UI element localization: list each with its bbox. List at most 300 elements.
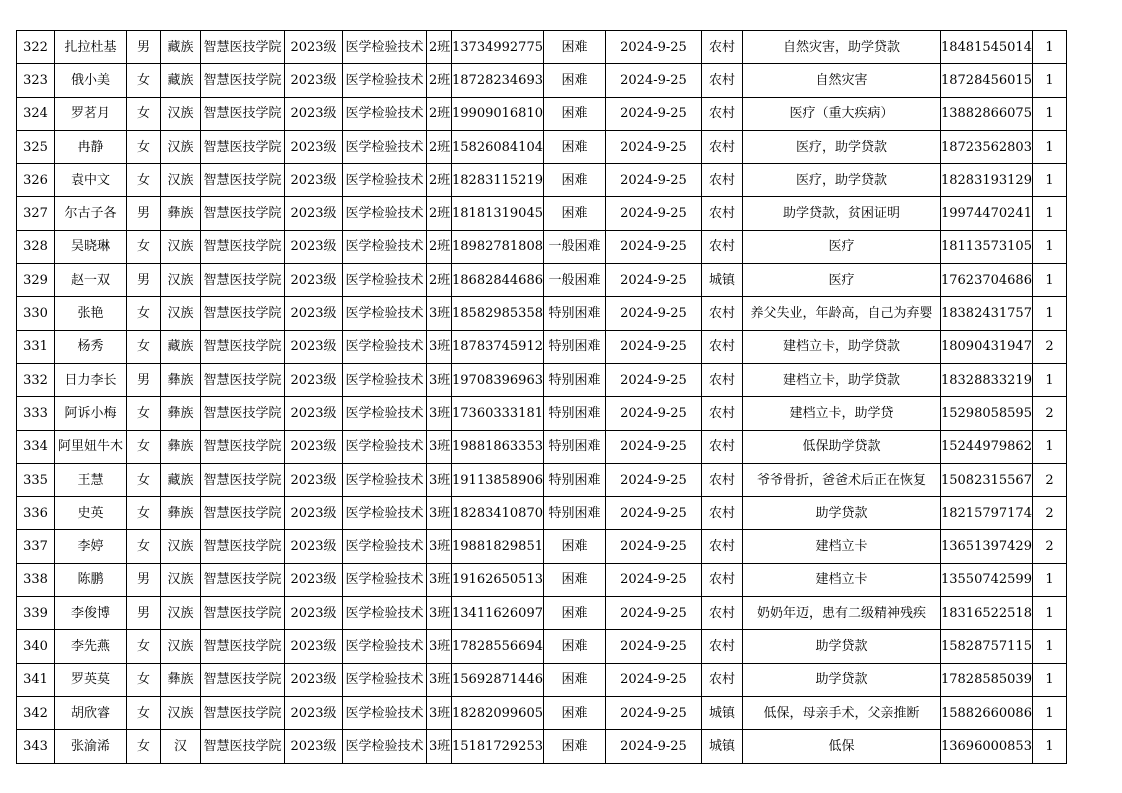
table-row bbox=[17, 530, 1067, 563]
major-cell: 医学检验技术 bbox=[343, 363, 427, 396]
date-cell: 2024-9-25 bbox=[605, 330, 701, 363]
gender-cell: 女 bbox=[127, 497, 161, 530]
difficulty-level-cell: 特别困难 bbox=[543, 497, 605, 530]
phone-cell: 18728234693 bbox=[452, 64, 544, 97]
phone-cell: 13734992775 bbox=[452, 31, 544, 64]
gender-cell: 女 bbox=[127, 397, 161, 430]
row-number-cell: 328 bbox=[17, 230, 55, 263]
reason-cell: 建档立卡 bbox=[742, 530, 940, 563]
college-cell: 智慧医技学院 bbox=[201, 463, 285, 496]
difficulty-level-cell: 特别困难 bbox=[543, 330, 605, 363]
difficulty-level-cell: 困难 bbox=[543, 197, 605, 230]
count-cell: 1 bbox=[1032, 31, 1066, 64]
residence-cell: 城镇 bbox=[701, 264, 742, 297]
gender-cell: 女 bbox=[127, 64, 161, 97]
grade-cell: 2023级 bbox=[285, 730, 343, 763]
date-cell: 2024-9-25 bbox=[605, 696, 701, 729]
contact-phone-cell: 17828585039 bbox=[940, 663, 1032, 696]
date-cell: 2024-9-25 bbox=[605, 397, 701, 430]
gender-cell: 男 bbox=[127, 363, 161, 396]
contact-phone-cell: 18728456015 bbox=[940, 64, 1032, 97]
grade-cell: 2023级 bbox=[285, 397, 343, 430]
student-name-cell: 杨秀 bbox=[55, 330, 127, 363]
phone-cell: 19708396963 bbox=[452, 363, 544, 396]
reason-cell: 建档立卡 bbox=[742, 563, 940, 596]
phone-cell: 15692871446 bbox=[452, 663, 544, 696]
residence-cell: 农村 bbox=[701, 130, 742, 163]
class-cell: 2班 bbox=[427, 31, 452, 64]
table-row bbox=[17, 130, 1067, 163]
grade-cell: 2023级 bbox=[285, 597, 343, 630]
phone-cell: 18283410870 bbox=[452, 497, 544, 530]
table-row bbox=[17, 563, 1067, 596]
date-cell: 2024-9-25 bbox=[605, 663, 701, 696]
date-cell: 2024-9-25 bbox=[605, 563, 701, 596]
table-row bbox=[17, 696, 1067, 729]
college-cell: 智慧医技学院 bbox=[201, 130, 285, 163]
table-row bbox=[17, 330, 1067, 363]
date-cell: 2024-9-25 bbox=[605, 97, 701, 130]
contact-phone-cell: 18283193129 bbox=[940, 164, 1032, 197]
ethnicity-cell: 汉族 bbox=[161, 563, 201, 596]
reason-cell: 低保助学贷款 bbox=[742, 430, 940, 463]
contact-phone-cell: 18723562803 bbox=[940, 130, 1032, 163]
row-number-cell: 333 bbox=[17, 397, 55, 430]
difficulty-level-cell: 困难 bbox=[543, 530, 605, 563]
major-cell: 医学检验技术 bbox=[343, 130, 427, 163]
major-cell: 医学检验技术 bbox=[343, 197, 427, 230]
gender-cell: 女 bbox=[127, 663, 161, 696]
gender-cell: 女 bbox=[127, 696, 161, 729]
student-name-cell: 冉静 bbox=[55, 130, 127, 163]
grade-cell: 2023级 bbox=[285, 97, 343, 130]
college-cell: 智慧医技学院 bbox=[201, 630, 285, 663]
row-number-cell: 339 bbox=[17, 597, 55, 630]
major-cell: 医学检验技术 bbox=[343, 264, 427, 297]
gender-cell: 女 bbox=[127, 97, 161, 130]
phone-cell: 18181319045 bbox=[452, 197, 544, 230]
row-number-cell: 329 bbox=[17, 264, 55, 297]
class-cell: 2班 bbox=[427, 164, 452, 197]
difficulty-level-cell: 困难 bbox=[543, 64, 605, 97]
contact-phone-cell: 15882660086 bbox=[940, 696, 1032, 729]
college-cell: 智慧医技学院 bbox=[201, 597, 285, 630]
count-cell: 1 bbox=[1032, 663, 1066, 696]
reason-cell: 爷爷骨折，爸爸术后正在恢复 bbox=[742, 463, 940, 496]
student-name-cell: 史英 bbox=[55, 497, 127, 530]
major-cell: 医学检验技术 bbox=[343, 563, 427, 596]
row-number-cell: 324 bbox=[17, 97, 55, 130]
table-row bbox=[17, 463, 1067, 496]
college-cell: 智慧医技学院 bbox=[201, 530, 285, 563]
major-cell: 医学检验技术 bbox=[343, 597, 427, 630]
grade-cell: 2023级 bbox=[285, 430, 343, 463]
difficulty-level-cell: 一般困难 bbox=[543, 230, 605, 263]
phone-cell: 17360333181 bbox=[452, 397, 544, 430]
count-cell: 1 bbox=[1032, 230, 1066, 263]
table-row bbox=[17, 164, 1067, 197]
grade-cell: 2023级 bbox=[285, 31, 343, 64]
reason-cell: 医疗（重大疾病） bbox=[742, 97, 940, 130]
reason-cell: 养父失业，年龄高，自己为弃婴 bbox=[742, 297, 940, 330]
reason-cell: 自然灾害，助学贷款 bbox=[742, 31, 940, 64]
reason-cell: 奶奶年迈，患有二级精神残疾 bbox=[742, 597, 940, 630]
row-number-cell: 323 bbox=[17, 64, 55, 97]
residence-cell: 城镇 bbox=[701, 730, 742, 763]
reason-cell: 低保，母亲手术，父亲推断 bbox=[742, 696, 940, 729]
college-cell: 智慧医技学院 bbox=[201, 696, 285, 729]
residence-cell: 农村 bbox=[701, 563, 742, 596]
grade-cell: 2023级 bbox=[285, 630, 343, 663]
contact-phone-cell: 13882866075 bbox=[940, 97, 1032, 130]
table-row bbox=[17, 64, 1067, 97]
difficulty-level-cell: 困难 bbox=[543, 730, 605, 763]
student-table bbox=[16, 30, 1067, 764]
college-cell: 智慧医技学院 bbox=[201, 330, 285, 363]
difficulty-level-cell: 特别困难 bbox=[543, 363, 605, 396]
student-name-cell: 罗英莫 bbox=[55, 663, 127, 696]
gender-cell: 男 bbox=[127, 563, 161, 596]
table-row bbox=[17, 730, 1067, 763]
count-cell: 2 bbox=[1032, 330, 1066, 363]
reason-cell: 建档立卡，助学贷 bbox=[742, 397, 940, 430]
college-cell: 智慧医技学院 bbox=[201, 430, 285, 463]
count-cell: 1 bbox=[1032, 563, 1066, 596]
student-name-cell: 日力李长 bbox=[55, 363, 127, 396]
table-row bbox=[17, 297, 1067, 330]
college-cell: 智慧医技学院 bbox=[201, 31, 285, 64]
gender-cell: 女 bbox=[127, 463, 161, 496]
count-cell: 1 bbox=[1032, 64, 1066, 97]
grade-cell: 2023级 bbox=[285, 164, 343, 197]
grade-cell: 2023级 bbox=[285, 297, 343, 330]
count-cell: 1 bbox=[1032, 597, 1066, 630]
gender-cell: 男 bbox=[127, 197, 161, 230]
reason-cell: 建档立卡，助学贷款 bbox=[742, 363, 940, 396]
ethnicity-cell: 彝族 bbox=[161, 497, 201, 530]
count-cell: 1 bbox=[1032, 630, 1066, 663]
contact-phone-cell: 18316522518 bbox=[940, 597, 1032, 630]
row-number-cell: 331 bbox=[17, 330, 55, 363]
table-row bbox=[17, 264, 1067, 297]
gender-cell: 女 bbox=[127, 630, 161, 663]
residence-cell: 农村 bbox=[701, 64, 742, 97]
date-cell: 2024-9-25 bbox=[605, 530, 701, 563]
count-cell: 1 bbox=[1032, 730, 1066, 763]
gender-cell: 女 bbox=[127, 164, 161, 197]
grade-cell: 2023级 bbox=[285, 330, 343, 363]
student-name-cell: 李婷 bbox=[55, 530, 127, 563]
contact-phone-cell: 15828757115 bbox=[940, 630, 1032, 663]
ethnicity-cell: 藏族 bbox=[161, 31, 201, 64]
difficulty-level-cell: 困难 bbox=[543, 130, 605, 163]
student-name-cell: 俄小美 bbox=[55, 64, 127, 97]
ethnicity-cell: 彝族 bbox=[161, 663, 201, 696]
row-number-cell: 322 bbox=[17, 31, 55, 64]
class-cell: 3班 bbox=[427, 463, 452, 496]
table-row bbox=[17, 663, 1067, 696]
difficulty-level-cell: 一般困难 bbox=[543, 264, 605, 297]
row-number-cell: 338 bbox=[17, 563, 55, 596]
residence-cell: 农村 bbox=[701, 31, 742, 64]
student-name-cell: 吴晓琳 bbox=[55, 230, 127, 263]
gender-cell: 女 bbox=[127, 297, 161, 330]
ethnicity-cell: 彝族 bbox=[161, 363, 201, 396]
grade-cell: 2023级 bbox=[285, 530, 343, 563]
phone-cell: 19881863353 bbox=[452, 430, 544, 463]
grade-cell: 2023级 bbox=[285, 64, 343, 97]
grade-cell: 2023级 bbox=[285, 563, 343, 596]
college-cell: 智慧医技学院 bbox=[201, 264, 285, 297]
reason-cell: 医疗 bbox=[742, 264, 940, 297]
gender-cell: 女 bbox=[127, 730, 161, 763]
ethnicity-cell: 彝族 bbox=[161, 197, 201, 230]
grade-cell: 2023级 bbox=[285, 463, 343, 496]
ethnicity-cell: 汉族 bbox=[161, 164, 201, 197]
student-name-cell: 李先燕 bbox=[55, 630, 127, 663]
count-cell: 1 bbox=[1032, 297, 1066, 330]
count-cell: 1 bbox=[1032, 197, 1066, 230]
date-cell: 2024-9-25 bbox=[605, 197, 701, 230]
student-name-cell: 陈鹏 bbox=[55, 563, 127, 596]
phone-cell: 18783745912 bbox=[452, 330, 544, 363]
class-cell: 3班 bbox=[427, 430, 452, 463]
class-cell: 3班 bbox=[427, 730, 452, 763]
major-cell: 医学检验技术 bbox=[343, 730, 427, 763]
class-cell: 3班 bbox=[427, 663, 452, 696]
table-row bbox=[17, 230, 1067, 263]
residence-cell: 农村 bbox=[701, 330, 742, 363]
student-name-cell: 胡欣睿 bbox=[55, 696, 127, 729]
residence-cell: 农村 bbox=[701, 97, 742, 130]
count-cell: 1 bbox=[1032, 430, 1066, 463]
difficulty-level-cell: 困难 bbox=[543, 31, 605, 64]
contact-phone-cell: 18215797174 bbox=[940, 497, 1032, 530]
student-name-cell: 尔古子各 bbox=[55, 197, 127, 230]
gender-cell: 女 bbox=[127, 330, 161, 363]
class-cell: 2班 bbox=[427, 230, 452, 263]
count-cell: 2 bbox=[1032, 397, 1066, 430]
difficulty-level-cell: 特别困难 bbox=[543, 397, 605, 430]
ethnicity-cell: 藏族 bbox=[161, 463, 201, 496]
phone-cell: 18582985358 bbox=[452, 297, 544, 330]
ethnicity-cell: 藏族 bbox=[161, 330, 201, 363]
residence-cell: 农村 bbox=[701, 597, 742, 630]
class-cell: 3班 bbox=[427, 597, 452, 630]
ethnicity-cell: 汉族 bbox=[161, 630, 201, 663]
student-name-cell: 李俊博 bbox=[55, 597, 127, 630]
major-cell: 医学检验技术 bbox=[343, 696, 427, 729]
class-cell: 3班 bbox=[427, 330, 452, 363]
residence-cell: 农村 bbox=[701, 297, 742, 330]
row-number-cell: 340 bbox=[17, 630, 55, 663]
residence-cell: 农村 bbox=[701, 397, 742, 430]
major-cell: 医学检验技术 bbox=[343, 430, 427, 463]
phone-cell: 18282099605 bbox=[452, 696, 544, 729]
gender-cell: 女 bbox=[127, 530, 161, 563]
residence-cell: 农村 bbox=[701, 197, 742, 230]
student-name-cell: 袁中文 bbox=[55, 164, 127, 197]
contact-phone-cell: 15244979862 bbox=[940, 430, 1032, 463]
table-row bbox=[17, 597, 1067, 630]
college-cell: 智慧医技学院 bbox=[201, 563, 285, 596]
difficulty-level-cell: 困难 bbox=[543, 97, 605, 130]
contact-phone-cell: 19974470241 bbox=[940, 197, 1032, 230]
table-body bbox=[17, 31, 1067, 764]
phone-cell: 18283115219 bbox=[452, 164, 544, 197]
phone-cell: 18982781808 bbox=[452, 230, 544, 263]
date-cell: 2024-9-25 bbox=[605, 630, 701, 663]
table-row bbox=[17, 497, 1067, 530]
ethnicity-cell: 汉族 bbox=[161, 530, 201, 563]
major-cell: 医学检验技术 bbox=[343, 663, 427, 696]
table-row bbox=[17, 630, 1067, 663]
date-cell: 2024-9-25 bbox=[605, 264, 701, 297]
college-cell: 智慧医技学院 bbox=[201, 363, 285, 396]
gender-cell: 男 bbox=[127, 31, 161, 64]
ethnicity-cell: 汉族 bbox=[161, 130, 201, 163]
class-cell: 3班 bbox=[427, 497, 452, 530]
class-cell: 3班 bbox=[427, 630, 452, 663]
ethnicity-cell: 藏族 bbox=[161, 64, 201, 97]
contact-phone-cell: 17623704686 bbox=[940, 264, 1032, 297]
date-cell: 2024-9-25 bbox=[605, 597, 701, 630]
grade-cell: 2023级 bbox=[285, 130, 343, 163]
major-cell: 医学检验技术 bbox=[343, 31, 427, 64]
date-cell: 2024-9-25 bbox=[605, 730, 701, 763]
major-cell: 医学检验技术 bbox=[343, 64, 427, 97]
row-number-cell: 341 bbox=[17, 663, 55, 696]
reason-cell: 助学贷款 bbox=[742, 497, 940, 530]
residence-cell: 农村 bbox=[701, 430, 742, 463]
row-number-cell: 335 bbox=[17, 463, 55, 496]
ethnicity-cell: 汉族 bbox=[161, 597, 201, 630]
residence-cell: 农村 bbox=[701, 530, 742, 563]
major-cell: 医学检验技术 bbox=[343, 497, 427, 530]
class-cell: 2班 bbox=[427, 130, 452, 163]
college-cell: 智慧医技学院 bbox=[201, 197, 285, 230]
class-cell: 2班 bbox=[427, 64, 452, 97]
date-cell: 2024-9-25 bbox=[605, 164, 701, 197]
date-cell: 2024-9-25 bbox=[605, 297, 701, 330]
contact-phone-cell: 18481545014 bbox=[940, 31, 1032, 64]
contact-phone-cell: 18113573105 bbox=[940, 230, 1032, 263]
count-cell: 1 bbox=[1032, 164, 1066, 197]
ethnicity-cell: 汉 bbox=[161, 730, 201, 763]
reason-cell: 建档立卡，助学贷款 bbox=[742, 330, 940, 363]
residence-cell: 农村 bbox=[701, 663, 742, 696]
student-name-cell: 扎拉杜基 bbox=[55, 31, 127, 64]
phone-cell: 13411626097 bbox=[452, 597, 544, 630]
phone-cell: 18682844686 bbox=[452, 264, 544, 297]
major-cell: 医学检验技术 bbox=[343, 164, 427, 197]
major-cell: 医学检验技术 bbox=[343, 463, 427, 496]
gender-cell: 男 bbox=[127, 264, 161, 297]
phone-cell: 19162650513 bbox=[452, 563, 544, 596]
phone-cell: 15826084104 bbox=[452, 130, 544, 163]
grade-cell: 2023级 bbox=[285, 696, 343, 729]
count-cell: 2 bbox=[1032, 497, 1066, 530]
contact-phone-cell: 18090431947 bbox=[940, 330, 1032, 363]
phone-cell: 19881829851 bbox=[452, 530, 544, 563]
row-number-cell: 342 bbox=[17, 696, 55, 729]
contact-phone-cell: 13651397429 bbox=[940, 530, 1032, 563]
contact-phone-cell: 18382431757 bbox=[940, 297, 1032, 330]
college-cell: 智慧医技学院 bbox=[201, 497, 285, 530]
date-cell: 2024-9-25 bbox=[605, 130, 701, 163]
count-cell: 1 bbox=[1032, 97, 1066, 130]
count-cell: 2 bbox=[1032, 463, 1066, 496]
major-cell: 医学检验技术 bbox=[343, 97, 427, 130]
class-cell: 3班 bbox=[427, 563, 452, 596]
count-cell: 1 bbox=[1032, 696, 1066, 729]
table-row bbox=[17, 430, 1067, 463]
class-cell: 2班 bbox=[427, 197, 452, 230]
table-row bbox=[17, 363, 1067, 396]
date-cell: 2024-9-25 bbox=[605, 430, 701, 463]
grade-cell: 2023级 bbox=[285, 230, 343, 263]
ethnicity-cell: 汉族 bbox=[161, 297, 201, 330]
phone-cell: 15181729253 bbox=[452, 730, 544, 763]
date-cell: 2024-9-25 bbox=[605, 363, 701, 396]
date-cell: 2024-9-25 bbox=[605, 230, 701, 263]
grade-cell: 2023级 bbox=[285, 363, 343, 396]
reason-cell: 低保 bbox=[742, 730, 940, 763]
major-cell: 医学检验技术 bbox=[343, 530, 427, 563]
ethnicity-cell: 彝族 bbox=[161, 430, 201, 463]
residence-cell: 城镇 bbox=[701, 696, 742, 729]
reason-cell: 医疗，助学贷款 bbox=[742, 164, 940, 197]
table-row bbox=[17, 397, 1067, 430]
table-row bbox=[17, 97, 1067, 130]
count-cell: 1 bbox=[1032, 264, 1066, 297]
date-cell: 2024-9-25 bbox=[605, 31, 701, 64]
class-cell: 3班 bbox=[427, 297, 452, 330]
residence-cell: 农村 bbox=[701, 463, 742, 496]
major-cell: 医学检验技术 bbox=[343, 630, 427, 663]
class-cell: 3班 bbox=[427, 530, 452, 563]
date-cell: 2024-9-25 bbox=[605, 463, 701, 496]
class-cell: 3班 bbox=[427, 397, 452, 430]
phone-cell: 19909016810 bbox=[452, 97, 544, 130]
residence-cell: 农村 bbox=[701, 497, 742, 530]
reason-cell: 自然灾害 bbox=[742, 64, 940, 97]
major-cell: 医学检验技术 bbox=[343, 230, 427, 263]
ethnicity-cell: 汉族 bbox=[161, 230, 201, 263]
student-name-cell: 赵一双 bbox=[55, 264, 127, 297]
student-name-cell: 张艳 bbox=[55, 297, 127, 330]
difficulty-level-cell: 困难 bbox=[543, 630, 605, 663]
student-name-cell: 阿里妞牛木 bbox=[55, 430, 127, 463]
reason-cell: 医疗 bbox=[742, 230, 940, 263]
row-number-cell: 325 bbox=[17, 130, 55, 163]
contact-phone-cell: 13550742599 bbox=[940, 563, 1032, 596]
grade-cell: 2023级 bbox=[285, 497, 343, 530]
difficulty-level-cell: 困难 bbox=[543, 663, 605, 696]
residence-cell: 农村 bbox=[701, 164, 742, 197]
major-cell: 医学检验技术 bbox=[343, 297, 427, 330]
contact-phone-cell: 13696000853 bbox=[940, 730, 1032, 763]
college-cell: 智慧医技学院 bbox=[201, 164, 285, 197]
major-cell: 医学检验技术 bbox=[343, 397, 427, 430]
residence-cell: 农村 bbox=[701, 630, 742, 663]
row-number-cell: 343 bbox=[17, 730, 55, 763]
college-cell: 智慧医技学院 bbox=[201, 297, 285, 330]
student-name-cell: 罗茗月 bbox=[55, 97, 127, 130]
college-cell: 智慧医技学院 bbox=[201, 97, 285, 130]
phone-cell: 19113858906 bbox=[452, 463, 544, 496]
table-row bbox=[17, 197, 1067, 230]
